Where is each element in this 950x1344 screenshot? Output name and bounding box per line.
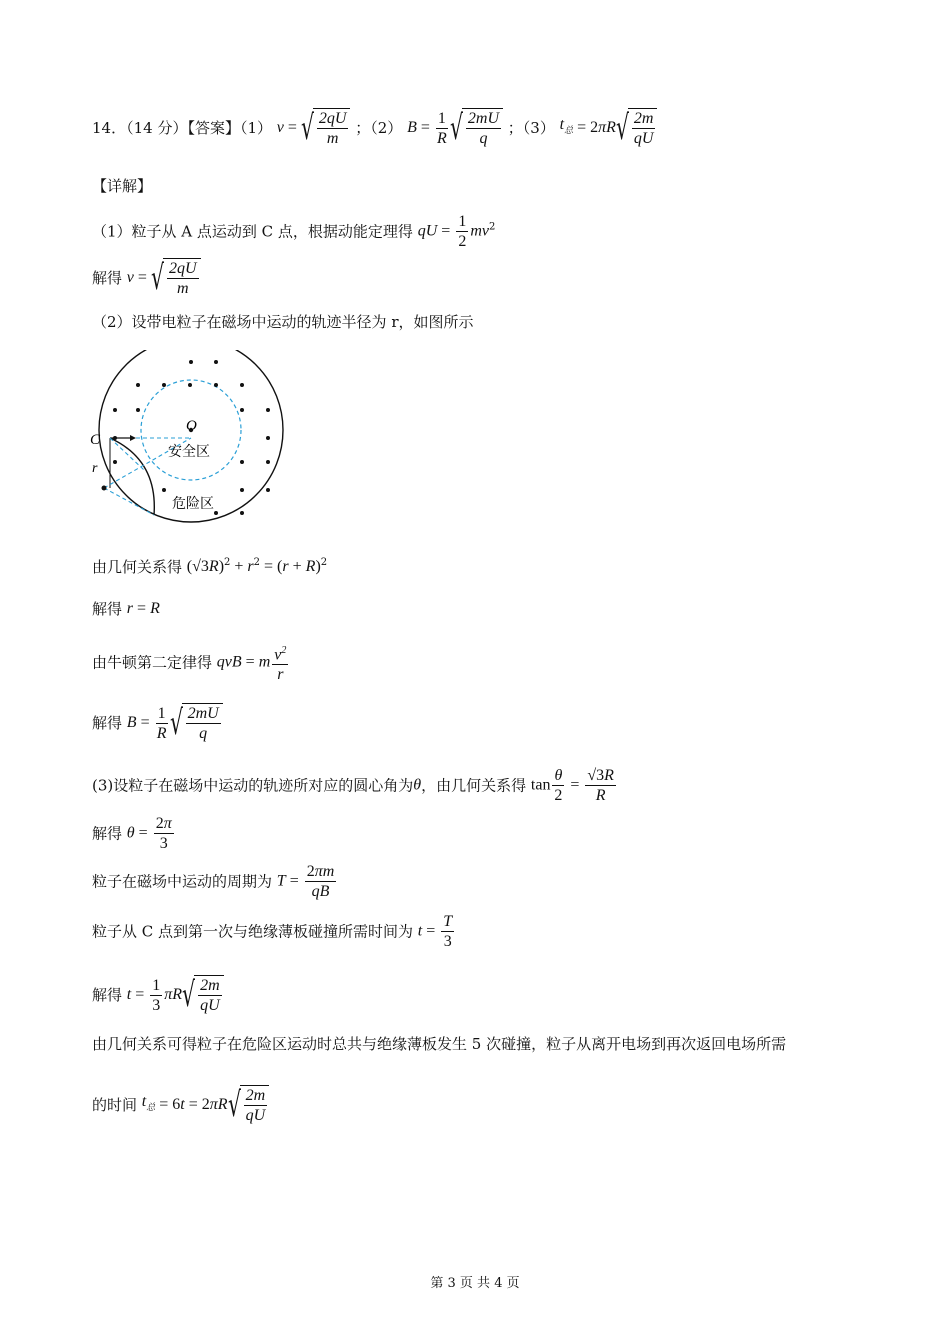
label-c: C [90, 432, 101, 448]
paragraph-3: （2）设带电粒子在磁场中运动的轨迹半径为 r，如图所示 [92, 313, 474, 331]
paragraph-14: 的时间 $t_总 = 6t = 2\pi R$ √ $\frac{2m}{qU}$ [92, 1085, 269, 1125]
paragraph-7: 解得 B = $\frac{1}{R}$ √ $\frac{2mU}{q}$ [92, 703, 223, 743]
paragraph-11: 粒子从 C 点到第一次与绝缘薄板碰撞所需时间为 t = $\frac{T}{3}$ [92, 913, 453, 950]
magnetic-field-diagram [88, 350, 288, 530]
answer-prefix: 14．（14 分）【答案】（1） [92, 119, 272, 137]
paragraph-5: 解得 r = R [92, 600, 160, 618]
detail-title: 【详解】 [92, 177, 153, 195]
answer-sep-2: ；（2） [355, 119, 403, 137]
paragraph-13: 由几何关系可得粒子在危险区运动时总共与绝缘薄板发生 5 次碰撞，粒子从离开电场到再次返回电场所需 [92, 1035, 787, 1053]
page-footer: 第 3 页 共 4 页 [430, 1276, 520, 1291]
label-o: O [186, 418, 197, 434]
paragraph-10: 粒子在磁场中运动的周期为 T = $\frac{2\pi m}{qB}$ [92, 863, 335, 900]
label-danger-zone: 危险区 [172, 496, 214, 512]
formula-B: B [407, 119, 417, 136]
paragraph-1: （1）粒子从 A 点运动到 C 点，根据动能定理得 qU = $\frac{1}{2}$ $mv^2$ [92, 213, 496, 250]
paragraph-2: 解得 v = √ $\frac{2qU}{m}$ [92, 258, 201, 298]
paragraph-8: (3)设粒子在磁场中运动的轨迹所对应的圆心角为θ，由几何关系得 tan $\frac{\theta}{2}$ = $\frac{√3R}{R}$ [92, 767, 614, 804]
trajectory-center-dot [102, 486, 107, 491]
answer-sep-3: ；（3） [507, 119, 555, 137]
label-safe-zone: 安全区 [168, 444, 210, 460]
formula-t-total: $t_总$ [559, 116, 574, 136]
arrow-head [130, 435, 136, 441]
formula-v: v [276, 119, 284, 136]
label-r: r [92, 461, 98, 476]
paragraph-9: 解得 θ = $\frac{2\pi}{3}$ [92, 815, 172, 852]
paragraph-12: 解得 t = $\frac{1}{3}$ πR √ $\frac{2m}{qU}$ [92, 975, 224, 1015]
sqrt-2qU-m: √ $\frac{2qU}{m}$ [301, 108, 351, 148]
trajectory-arc [110, 438, 154, 515]
paragraph-4: 由几何关系得 $(√3R)^2 + r^2 = (r + R)^2$ [92, 557, 328, 576]
paragraph-6: 由牛顿第二定律得 qvB = m $\frac{v^2}{r}$ [92, 641, 290, 684]
frac-1-R: $\frac{1}{R}$ [437, 109, 447, 147]
answer-line: 14．（14 分）【答案】（1） v = √ $\frac{2qU}{m}$ ；（2） B = $\frac{1}{R}$ √ $\frac{2mU}{q}$ ；（3） $t_总 = 2\pi R$ √ $\frac{2m}{qU}$ [92, 108, 657, 148]
